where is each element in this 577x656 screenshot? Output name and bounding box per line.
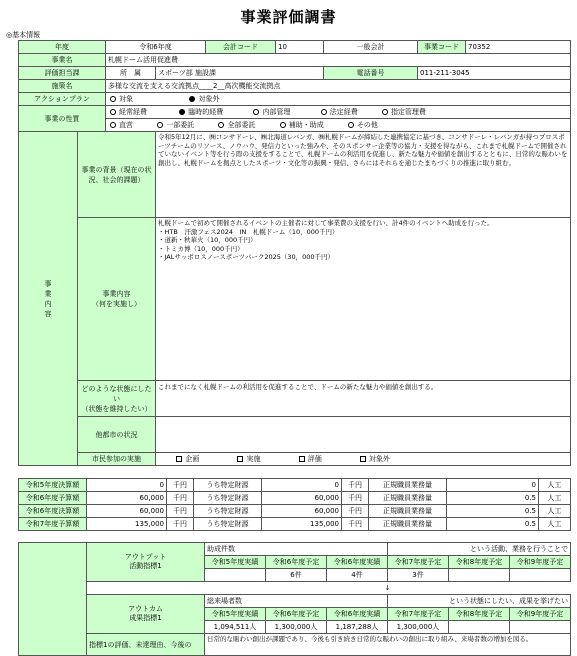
outcome-header: 令和5年度実績 <box>205 608 266 621</box>
outcome-value <box>449 621 510 634</box>
project-name-label: 事業名 <box>19 54 106 67</box>
basic-info-table <box>18 40 571 466</box>
phone-value: 011-211-3045 <box>418 67 571 80</box>
outcome-value <box>510 621 571 634</box>
budget-sub-amount: 0 <box>262 479 342 492</box>
staff-label: 正規職員業務量 <box>369 479 447 492</box>
radio-empty-icon <box>110 122 116 128</box>
output-value: 4件 <box>327 569 388 582</box>
radio-filled-icon <box>189 96 195 102</box>
outcome-header: 令和9年度予定 <box>510 608 571 621</box>
output-header: 令和6年度実績 <box>327 556 388 569</box>
checkbox-icon <box>360 456 366 462</box>
year-label: 年度 <box>19 41 106 54</box>
radio-empty-icon <box>110 109 116 115</box>
project-code-value: 70352 <box>466 41 571 54</box>
budget-sub-label: うち特定財源 <box>194 518 262 531</box>
citizen-opt: 対象外 <box>368 455 390 463</box>
citizen-label: 市民参加の実施 <box>78 453 156 466</box>
checkbox-icon <box>237 456 243 462</box>
citizen-opt: 企画 <box>185 455 200 463</box>
outcome-header: 令和6年度実績 <box>327 608 388 621</box>
action-opt-target: 対象 <box>119 95 133 103</box>
output-value: 6件 <box>266 569 327 582</box>
dept-sub-label: 所 属 <box>106 67 156 80</box>
citizen-opt: 実施 <box>246 455 261 463</box>
down-arrow-icon: ↓ <box>384 584 391 592</box>
output-name: 助成件数 <box>205 543 388 556</box>
goal-text: これまでになく札幌ドームの利活用を促進することで、ドームの新たな魅力や価値を創出する。 <box>156 381 571 417</box>
page-title: 事業評価調書 <box>240 8 337 26</box>
background-label: 事業の背景（現在の状況、社会的課題） <box>78 132 156 218</box>
nature-opt: 法定経費 <box>329 108 358 116</box>
budget-sub-unit: 千円 <box>342 479 369 492</box>
account-name: 一般会計 <box>324 41 418 54</box>
outcome-value: 1,300,000人 <box>388 621 449 634</box>
content-vertical-label: 事 業 内 容 <box>19 132 78 466</box>
nature-opt: 補助・助成 <box>288 121 324 129</box>
budget-unit: 千円 <box>167 479 194 492</box>
output-header: 令和5年度実績 <box>205 556 266 569</box>
staff-label: 正規職員業務量 <box>369 505 447 518</box>
section-heading: ◎基本情報 <box>6 31 41 39</box>
output-header: 令和7年度予定 <box>388 556 449 569</box>
content-line: ・HTB 汗激フェス2024 IN 札幌ドーム（10，000千円） <box>158 227 339 236</box>
action-opt-nontarget: 対象外 <box>198 95 220 103</box>
nature-opt: 直営 <box>119 121 133 129</box>
background-text: 令和5年12月に、㈱コンサドーレ、㈱北海道レバンガ、㈱札幌ドームが締結した連携協定に基づき、コンサドーレ・レバンガが持つプロスポーツチームのリソース、ノウハウ、発信力といった強みや、そのスポンサー企業等の協力・支援を得ながら、これまで札幌ドームで開催されていないイベント等を行う際の支援をすることで、札幌ドームの利活用を促進し、新たな魅力や価値を創出するとともに、日常的な賑わいを創出し、札幌ドームを拠点としたスポーツ・文化等の振興・発信、さらにはそれらを通じたまちづくりの推進に取り組む。 <box>156 132 571 218</box>
checkbox-icon <box>299 456 305 462</box>
budget-sub-label: うち特定財源 <box>194 492 262 505</box>
budget-unit: 千円 <box>167 518 194 531</box>
nature-opt: その他 <box>356 121 378 129</box>
outcome-header: 令和8年度予定 <box>449 608 510 621</box>
staff-label: 正規職員業務量 <box>369 518 447 531</box>
radio-filled-icon <box>179 109 185 115</box>
nature-opt: 指定管理費 <box>390 108 426 116</box>
checkbox-icon <box>176 456 182 462</box>
eval-text: 日常的な賑わい創出が課題であり、今後も引き続き日常的な賑わいの創出に取り組み、来場者数の増加を図る。 <box>205 634 571 656</box>
staff-unit: 人工 <box>539 518 571 531</box>
staff-label: 正規職員業務量 <box>369 492 447 505</box>
radio-empty-icon <box>218 122 224 128</box>
output-value <box>449 569 510 582</box>
staff-unit: 人工 <box>539 505 571 518</box>
staff-value: 0.5 <box>447 518 539 531</box>
budget-label: 令和5年度決算額 <box>19 479 87 492</box>
policy-value: 多様な交流を支える交流拠点____2__高次機能交流拠点 <box>106 80 571 93</box>
project-code-label: 事業コード <box>418 41 466 54</box>
budget-unit: 千円 <box>167 505 194 518</box>
phone-label: 電話番号 <box>324 67 418 80</box>
output-header: 令和8年度予定 <box>449 556 510 569</box>
output-value <box>510 569 571 582</box>
output-value <box>205 569 266 582</box>
outcome-header: 令和7年度予定 <box>388 608 449 621</box>
nature-opt: 臨時的経費 <box>188 108 224 116</box>
policy-label: 施策名 <box>19 80 106 93</box>
output-header: 令和9年度予定 <box>510 556 571 569</box>
output-header: 令和6年度予定 <box>266 556 327 569</box>
nature-label: 事業の性質 <box>19 106 106 132</box>
budget-amount: 135,000 <box>87 518 167 531</box>
dept-value: スポーツ部 施設課 <box>156 67 324 80</box>
content-line: ・トミカ博（10，000千円） <box>158 244 244 253</box>
nature-opt: 内部管理 <box>262 108 291 116</box>
other-city-text <box>156 417 571 453</box>
radio-empty-icon <box>280 122 286 128</box>
budget-label: 令和6年度予算額 <box>19 492 87 505</box>
budget-sub-unit: 千円 <box>342 518 369 531</box>
account-code-label: 会計コード <box>206 41 276 54</box>
project-name-value: 札幌ドーム活用促進費 <box>106 54 571 67</box>
radio-empty-icon <box>382 109 388 115</box>
radio-empty-icon <box>321 109 327 115</box>
outcome-header: 令和6年度予定 <box>266 608 327 621</box>
goal-label: どのような状態にしたい （状態を維持したい） <box>78 381 156 417</box>
budget-sub-amount: 135,000 <box>262 518 342 531</box>
year-value: 令和6年度 <box>106 41 206 54</box>
content-line: ・JALサッポロスノースポーツパーク2025（30，000千円） <box>158 253 335 262</box>
budget-amount: 60,000 <box>87 492 167 505</box>
budget-label: 令和7年度予算額 <box>19 518 87 531</box>
staff-unit: 人工 <box>539 479 571 492</box>
budget-amount: 0 <box>87 479 167 492</box>
nature-opt: 経常経費 <box>119 108 147 116</box>
indicator-table <box>18 542 571 656</box>
outcome-value: 1,300,000人 <box>266 621 327 634</box>
radio-empty-icon <box>110 96 116 102</box>
budget-sub-label: うち特定財源 <box>194 505 262 518</box>
outcome-name: 総来場者数 <box>205 595 388 608</box>
other-city-label: 他都市の状況 <box>78 417 156 453</box>
citizen-opt: 評価 <box>307 455 322 463</box>
budget-sub-unit: 千円 <box>342 505 369 518</box>
radio-empty-icon <box>253 109 259 115</box>
radio-empty-icon <box>348 122 354 128</box>
staff-value: 0.5 <box>447 492 539 505</box>
budget-amount: 60,000 <box>87 505 167 518</box>
eval-label: 指標1の評価、未達理由、今後の <box>87 634 205 656</box>
budget-sub-amount: 60,000 <box>262 505 342 518</box>
action-plan-label: アクションプラン <box>19 93 106 106</box>
staff-value: 0.5 <box>447 505 539 518</box>
staff-value: 0 <box>447 479 539 492</box>
nature-opt: 全部委託 <box>227 121 256 129</box>
outcome-value: 1,187,288人 <box>327 621 388 634</box>
budget-unit: 千円 <box>167 492 194 505</box>
outcome-label: アウトカム 成果指標1 <box>87 595 205 634</box>
outcome-suffix: という状態にしたい、成果を挙げたい <box>388 595 571 608</box>
budget-label: 令和6年度決算額 <box>19 505 87 518</box>
output-label: アウトプット 活動指標1 <box>87 543 205 582</box>
nature-opt: 一部委託 <box>166 121 195 129</box>
budget-sub-label: うち特定財源 <box>194 479 262 492</box>
content-label: 事業内容 （何を実施し） <box>78 218 156 381</box>
dept-label: 評価担当課 <box>19 67 106 80</box>
account-code-value: 10 <box>276 41 324 54</box>
content-line: ・道新・秋華火（10，000千円） <box>158 236 257 245</box>
staff-unit: 人工 <box>539 492 571 505</box>
radio-empty-icon <box>157 122 163 128</box>
output-suffix: という活動、業務を行うことで <box>388 543 571 556</box>
content-line: 札幌ドームで初めて開催されるイベントの主催者に対して事業費の支援を行い、計4件のイベントへ助成を行った。 <box>158 219 494 227</box>
output-value: 3件 <box>388 569 449 582</box>
budget-sub-unit: 千円 <box>342 492 369 505</box>
outcome-value: 1,094,511人 <box>205 621 266 634</box>
budget-sub-amount: 60,000 <box>262 492 342 505</box>
budget-table <box>18 478 571 531</box>
content-text <box>156 218 571 381</box>
